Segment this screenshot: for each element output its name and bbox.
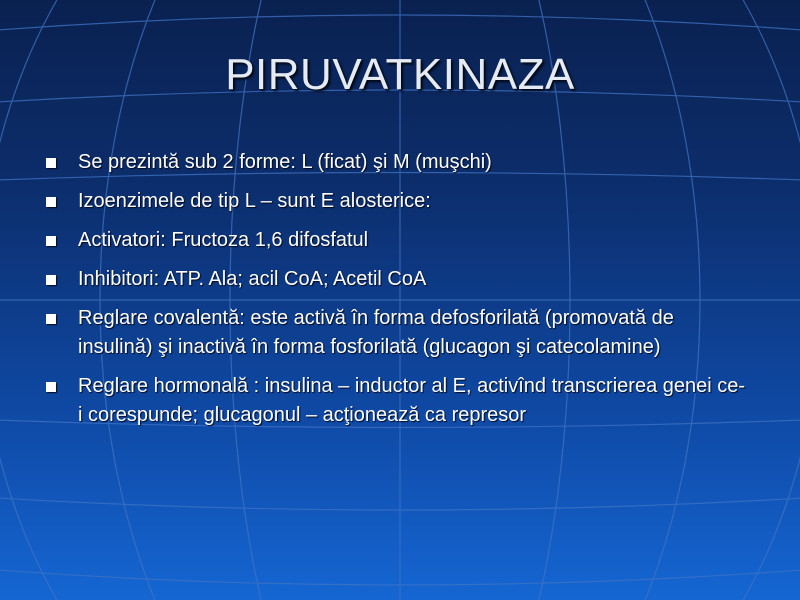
list-item [46, 226, 746, 255]
list-item [46, 187, 746, 216]
square-bullet-icon [46, 275, 56, 285]
bullet-text: Inhibitori: ATP. Ala; acil CoA; Acetil CoA [78, 268, 427, 290]
bullet-text: Reglare covalentă: este activă în forma defosforilată (promovată de insulină) şi inactivă în forma fosforilată (glucagon şi catecolamine) [78, 307, 674, 358]
bullet-text: Se prezintă sub 2 forme: L (ficat) şi M (muşchi) [78, 151, 492, 173]
square-bullet-icon [46, 158, 56, 168]
bullet-text: Izoenzimele de tip L – sunt E alosterice: [78, 190, 431, 212]
list-item [46, 304, 746, 362]
square-bullet-icon [46, 382, 56, 392]
slide-title: PIRUVATKINAZA [225, 50, 575, 99]
square-bullet-icon [46, 197, 56, 207]
square-bullet-icon [46, 314, 56, 324]
list-item [46, 148, 746, 177]
bullet-text: Reglare hormonală : insulina – inductor al E, activînd transcrierea genei ce-i corespunde; glucagonul – acţionează ca represor [78, 375, 746, 426]
list-item [46, 372, 746, 430]
bullet-list [46, 148, 746, 440]
list-item [46, 265, 746, 294]
square-bullet-icon [46, 236, 56, 246]
bullet-text: Activatori: Fructoza 1,6 difosfatul [78, 229, 369, 251]
